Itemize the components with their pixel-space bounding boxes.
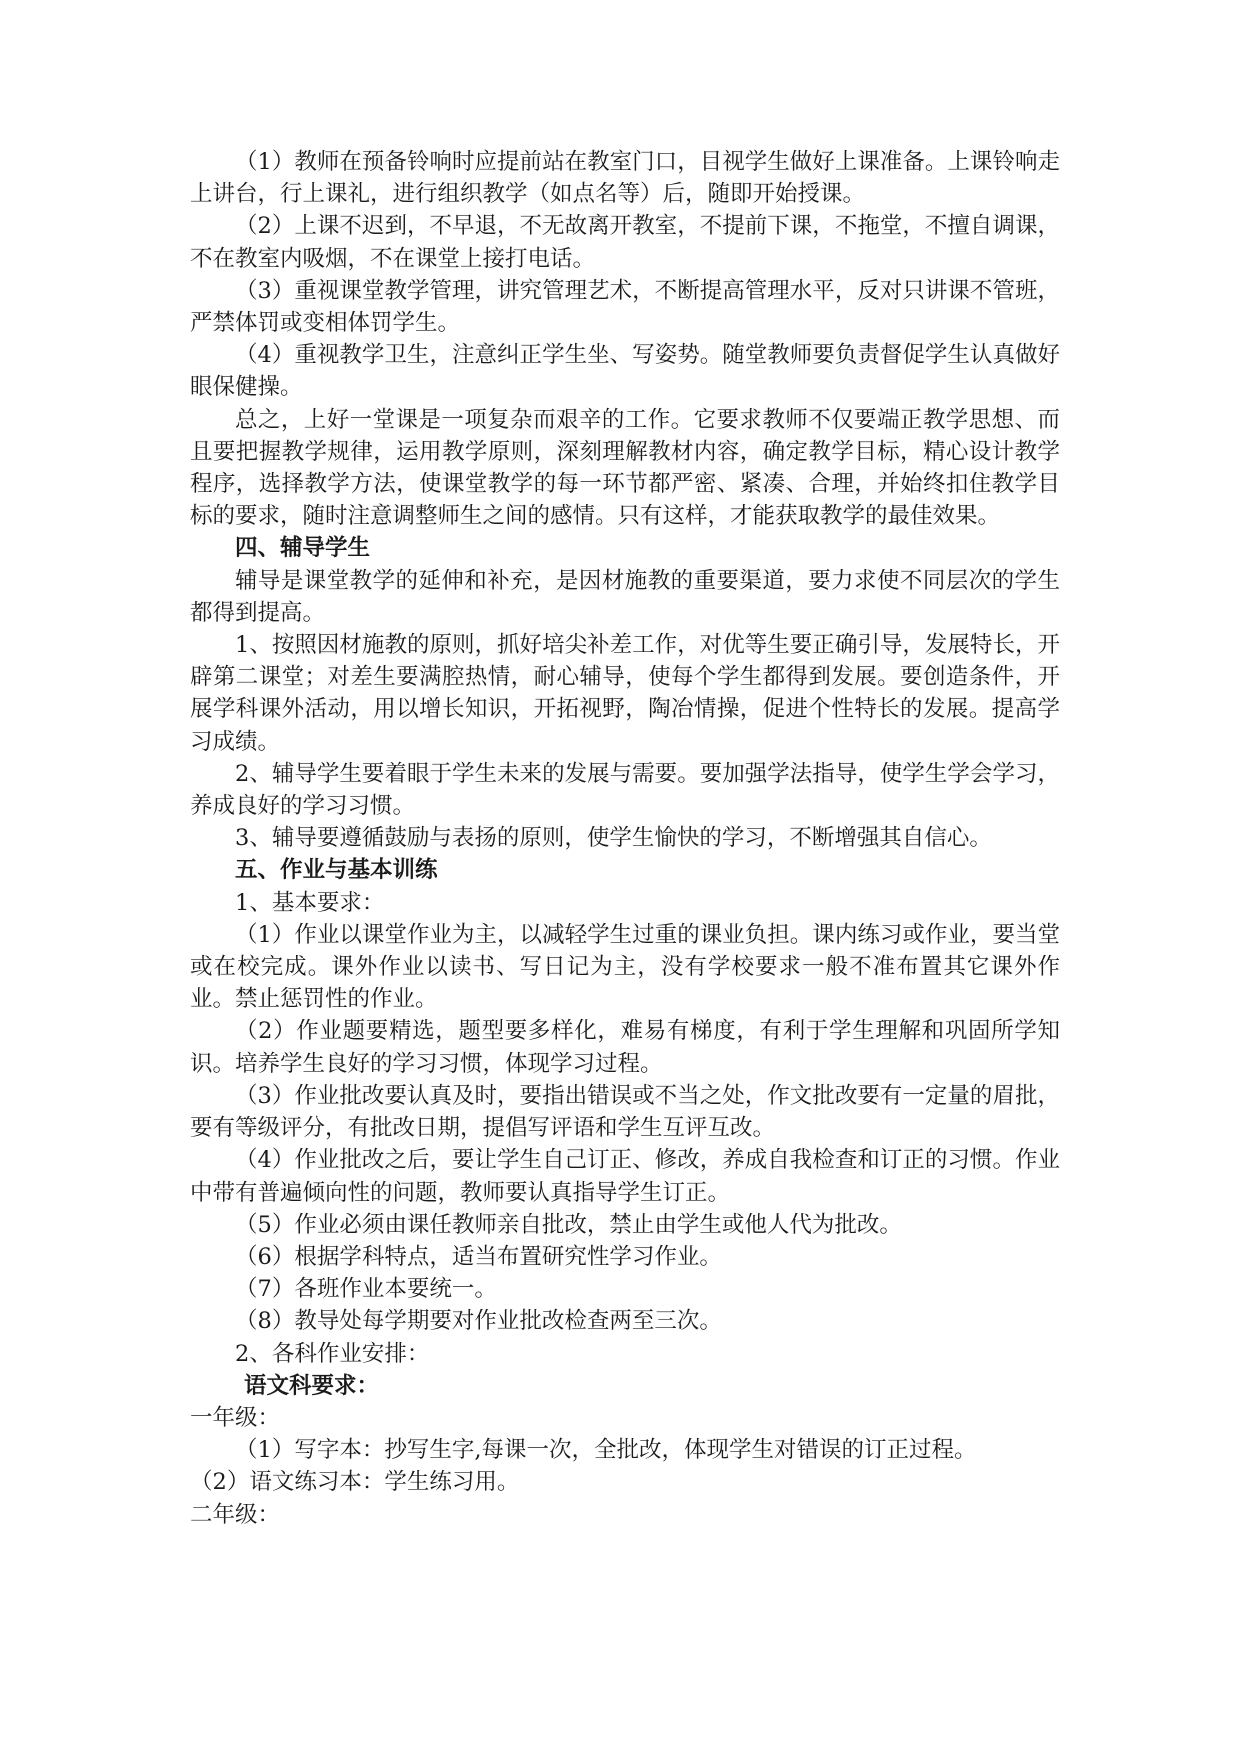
paragraph-homework-2: （2）作业题要精选，题型要多样化，难易有梯度，有利于学生理解和巩固所学知识。培养学生良好的学习习惯，体现学习过程。: [190, 1018, 1060, 1077]
grade-1-label: 一年级：: [190, 1404, 281, 1431]
paragraph-4: （4）重视教学卫生，注意纠正学生坐、写姿势。随堂教师要负责督促学生认真做好眼保健操。: [190, 342, 1060, 401]
paragraph-2: （2）上课不迟到，不早退，不无故离开教室，不提前下课，不拖堂，不擅自调课，不在教室内吸烟，不在课堂上接打电话。: [190, 213, 1060, 272]
summary-paragraph: 总之，上好一堂课是一项复杂而艰辛的工作。它要求教师不仅要端正教学思想、而且要把握教学规律，运用教学原则，深刻理解教材内容，确定教学目标，精心设计教学程序，选择教学方法，使课堂教学的每一环节都严密、紧凑、合理，并始终扣住教学目标的要求，随时注意调整师生之间的感情。只有这样，才能获取教学的最佳效果。: [190, 406, 1060, 530]
paragraph-tutoring-2: 2、辅导学生要着眼于学生未来的发展与需要。要加强学法指导，使学生学会学习，养成良好的学习习惯。: [190, 760, 1060, 820]
subheading-chinese: 语文科要求：: [244, 1372, 380, 1399]
paragraph-homework-8: （8）教导处每学期要对作业批改检查两至三次。: [235, 1308, 722, 1335]
grade-2-label: 二年级：: [190, 1501, 281, 1528]
paragraph-1: （1）教师在预备铃响时应提前站在教室门口，目视学生做好上课准备。上课铃响走上讲台，行上课礼，进行组织教学（如点名等）后，随即开始授课。: [190, 149, 1060, 208]
paragraph-homework-1: （1）作业以课堂作业为主，以减轻学生过重的课业负担。课内练习或作业，要当堂或在校完成。课外作业以读书、写日记为主，没有学校要求一般不准布置其它课外作业。禁止惩罚性的作业。: [190, 921, 1060, 1013]
paragraph-tutoring-3: 3、辅导要遵循鼓励与表扬的原则，使学生愉快的学习，不断增强其自信心。: [235, 825, 992, 852]
paragraph-3: （3）重视课堂教学管理，讲究管理艺术，不断提高管理水平，反对只讲课不管班，严禁体罚或变相体罚学生。: [190, 277, 1060, 337]
paragraph-subject-arrangement: 2、各科作业安排：: [235, 1340, 430, 1367]
paragraph-homework-3: （3）作业批改要认真及时，要指出错误或不当之处，作文批改要有一定量的眉批，要有等级评分，有批改日期，提倡写评语和学生互评互改。: [190, 1082, 1060, 1142]
paragraph-basic-requirements: 1、基本要求：: [235, 889, 385, 916]
paragraph-tutoring-intro: 辅导是课堂教学的延伸和补充，是因材施教的重要渠道，要力求使不同层次的学生都得到提高。: [190, 567, 1060, 626]
document-page: [190, 146, 1060, 1531]
paragraph-homework-4: （4）作业批改之后，要让学生自己订正、修改，养成自我检查和订正的习惯。作业中带有普遍倾向性的问题，教师要认真指导学生订正。: [190, 1147, 1060, 1206]
section-heading-homework: 五、作业与基本训练: [235, 857, 438, 884]
paragraph-homework-7: （7）各班作业本要统一。: [235, 1276, 497, 1303]
paragraph-tutoring-1: 1、按照因材施教的原则，抓好培尖补差工作，对优等生要正确引导，发展特长，开辟第二课堂；对差生要满腔热情，耐心辅导，使每个学生都得到发展。要创造条件，开展学科课外活动，用以增长知识，开拓视野，陶冶情操，促进个性特长的发展。提高学习成绩。: [190, 632, 1060, 755]
paragraph-grade1-item2: （2）语文练习本：学生练习用。: [190, 1469, 520, 1496]
section-heading-tutoring: 四、辅导学生: [235, 535, 371, 562]
paragraph-grade1-item1: （1）写字本：抄写生字,每课一次，全批改，体现学生对错误的订正过程。: [235, 1437, 977, 1464]
paragraph-homework-6: （6）根据学科特点，适当布置研究性学习作业。: [235, 1243, 722, 1270]
paragraph-homework-5: （5）作业必须由课任教师亲自批改，禁止由学生或他人代为批改。: [235, 1211, 902, 1238]
